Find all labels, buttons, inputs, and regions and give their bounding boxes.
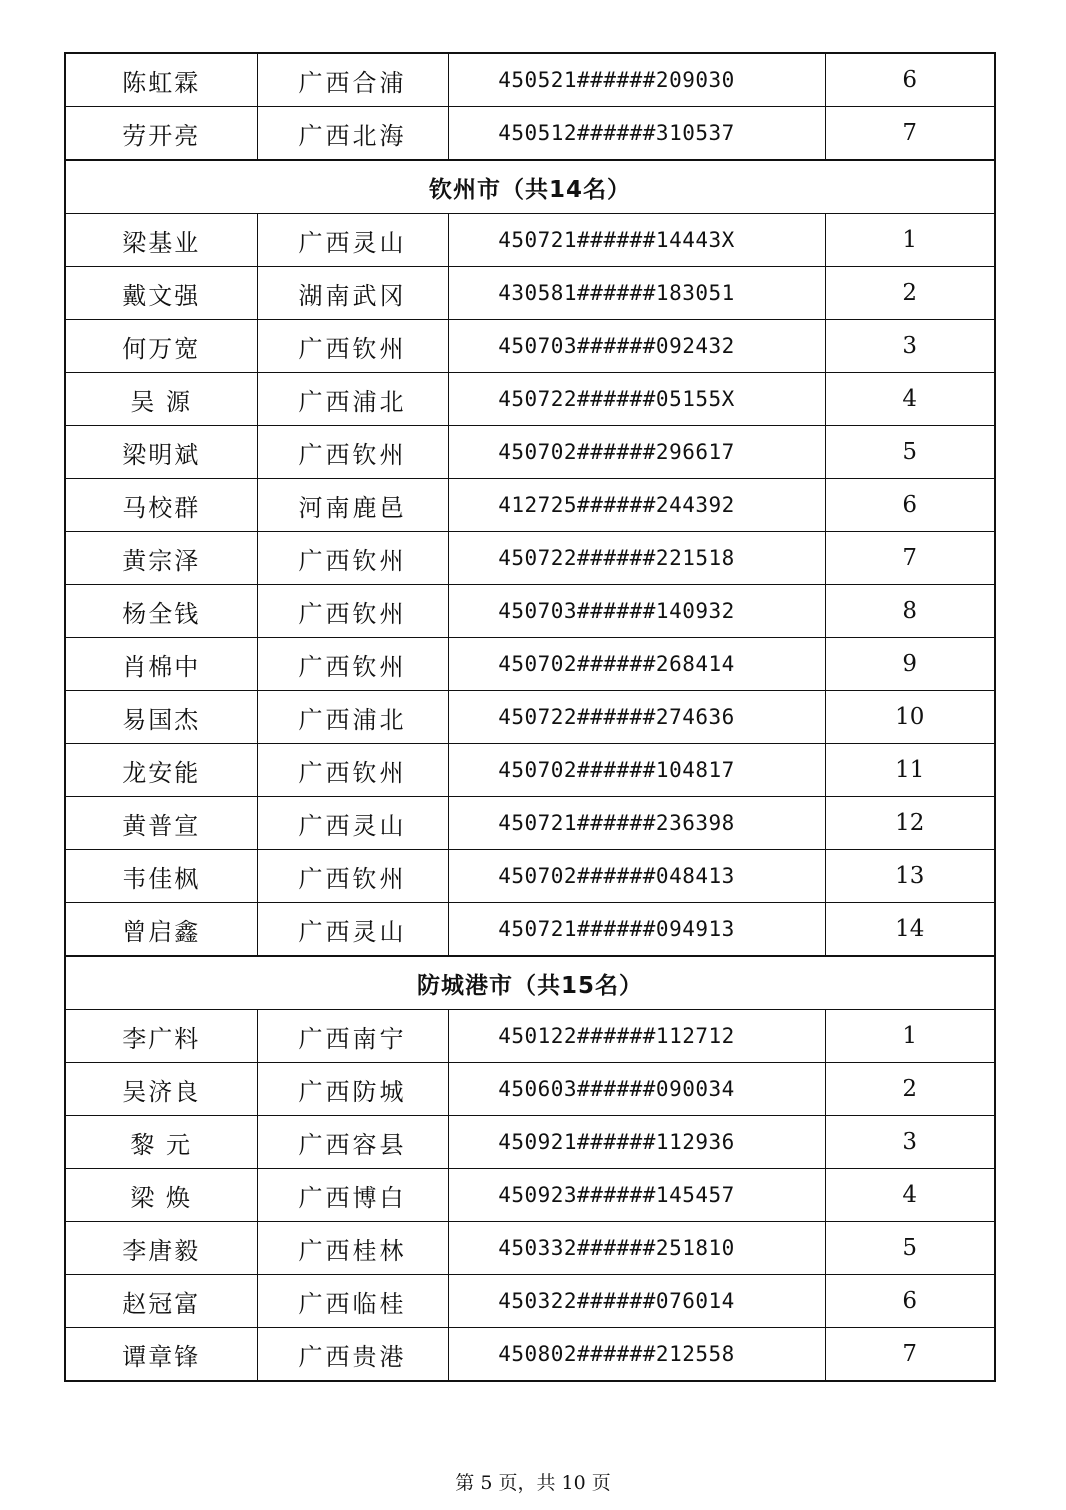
origin-cell: 广西钦州 <box>257 850 448 903</box>
id-number-cell: 450703######140932 <box>448 585 825 638</box>
name-cell: 吴 源 <box>65 373 257 426</box>
section-title: 钦州市（共14名） <box>65 160 995 214</box>
origin-cell: 广西博白 <box>257 1169 448 1222</box>
origin-cell: 广西钦州 <box>257 320 448 373</box>
rank-cell: 13 <box>825 850 995 903</box>
rank-cell: 6 <box>825 1275 995 1328</box>
table-row <box>65 1275 995 1328</box>
table-row <box>65 1010 995 1063</box>
rank-cell: 4 <box>825 1169 995 1222</box>
section-header-row <box>65 956 995 1010</box>
page-footer: 第 5 页，共 10 页 <box>455 1472 611 1494</box>
table-row <box>65 797 995 850</box>
origin-cell: 广西临桂 <box>257 1275 448 1328</box>
id-number-cell: 450702######104817 <box>448 744 825 797</box>
name-cell: 黄宗泽 <box>65 532 257 585</box>
origin-cell: 广西钦州 <box>257 638 448 691</box>
origin-cell: 广西贵港 <box>257 1328 448 1382</box>
id-number-cell: 450702######296617 <box>448 426 825 479</box>
table-row <box>65 479 995 532</box>
table-row <box>65 638 995 691</box>
id-number-cell: 450702######268414 <box>448 638 825 691</box>
rank-cell: 5 <box>825 1222 995 1275</box>
name-cell: 龙安能 <box>65 744 257 797</box>
section-header-row <box>65 160 995 214</box>
roster-table <box>64 52 996 1382</box>
rank-cell: 8 <box>825 585 995 638</box>
name-cell: 劳开亮 <box>65 107 257 161</box>
id-number-cell: 450703######092432 <box>448 320 825 373</box>
table-row <box>65 585 995 638</box>
origin-cell: 广西灵山 <box>257 214 448 267</box>
rank-cell: 1 <box>825 1010 995 1063</box>
name-cell: 梁基业 <box>65 214 257 267</box>
name-cell: 曾启鑫 <box>65 903 257 957</box>
table-row <box>65 107 995 161</box>
rank-cell: 11 <box>825 744 995 797</box>
name-cell: 吴济良 <box>65 1063 257 1116</box>
rank-cell: 4 <box>825 373 995 426</box>
id-number-cell: 450802######212558 <box>448 1328 825 1382</box>
origin-cell: 河南鹿邑 <box>257 479 448 532</box>
origin-cell: 广西钦州 <box>257 585 448 638</box>
origin-cell: 广西钦州 <box>257 532 448 585</box>
origin-cell: 广西浦北 <box>257 691 448 744</box>
name-cell: 易国杰 <box>65 691 257 744</box>
rank-cell: 5 <box>825 426 995 479</box>
name-cell: 谭章锋 <box>65 1328 257 1382</box>
origin-cell: 湖南武冈 <box>257 267 448 320</box>
rank-cell: 7 <box>825 107 995 161</box>
table-row <box>65 903 995 957</box>
id-number-cell: 450721######236398 <box>448 797 825 850</box>
rank-cell: 6 <box>825 53 995 107</box>
table-row <box>65 53 995 107</box>
rank-cell: 10 <box>825 691 995 744</box>
id-number-cell: 450322######076014 <box>448 1275 825 1328</box>
id-number-cell: 450722######05155X <box>448 373 825 426</box>
id-number-cell: 450603######090034 <box>448 1063 825 1116</box>
id-number-cell: 450512######310537 <box>448 107 825 161</box>
table-row <box>65 1063 995 1116</box>
name-cell: 黎 元 <box>65 1116 257 1169</box>
origin-cell: 广西防城 <box>257 1063 448 1116</box>
name-cell: 马校群 <box>65 479 257 532</box>
origin-cell: 广西灵山 <box>257 903 448 957</box>
rank-cell: 12 <box>825 797 995 850</box>
name-cell: 戴文强 <box>65 267 257 320</box>
id-number-cell: 450332######251810 <box>448 1222 825 1275</box>
origin-cell: 广西容县 <box>257 1116 448 1169</box>
name-cell: 梁明斌 <box>65 426 257 479</box>
id-number-cell: 412725######244392 <box>448 479 825 532</box>
id-number-cell: 450923######145457 <box>448 1169 825 1222</box>
rank-cell: 7 <box>825 532 995 585</box>
origin-cell: 广西桂林 <box>257 1222 448 1275</box>
rank-cell: 2 <box>825 267 995 320</box>
name-cell: 梁 焕 <box>65 1169 257 1222</box>
table-row <box>65 373 995 426</box>
name-cell: 肖棉中 <box>65 638 257 691</box>
table-row <box>65 214 995 267</box>
table-row <box>65 1328 995 1382</box>
origin-cell: 广西南宁 <box>257 1010 448 1063</box>
rank-cell: 7 <box>825 1328 995 1382</box>
table-row <box>65 426 995 479</box>
name-cell: 陈虹霖 <box>65 53 257 107</box>
id-number-cell: 450722######221518 <box>448 532 825 585</box>
rank-cell: 9 <box>825 638 995 691</box>
origin-cell: 广西钦州 <box>257 426 448 479</box>
name-cell: 韦佳枫 <box>65 850 257 903</box>
table-row <box>65 1169 995 1222</box>
table-row <box>65 267 995 320</box>
name-cell: 赵冠富 <box>65 1275 257 1328</box>
id-number-cell: 450521######209030 <box>448 53 825 107</box>
id-number-cell: 430581######183051 <box>448 267 825 320</box>
table-row <box>65 1222 995 1275</box>
table-row <box>65 744 995 797</box>
name-cell: 何万宽 <box>65 320 257 373</box>
origin-cell: 广西合浦 <box>257 53 448 107</box>
table-row <box>65 1116 995 1169</box>
name-cell: 黄普宣 <box>65 797 257 850</box>
rank-cell: 1 <box>825 214 995 267</box>
name-cell: 李唐毅 <box>65 1222 257 1275</box>
rank-cell: 3 <box>825 320 995 373</box>
id-number-cell: 450722######274636 <box>448 691 825 744</box>
rank-cell: 3 <box>825 1116 995 1169</box>
id-number-cell: 450921######112936 <box>448 1116 825 1169</box>
id-number-cell: 450122######112712 <box>448 1010 825 1063</box>
table-row <box>65 532 995 585</box>
table-row <box>65 320 995 373</box>
origin-cell: 广西灵山 <box>257 797 448 850</box>
origin-cell: 广西北海 <box>257 107 448 161</box>
rank-cell: 2 <box>825 1063 995 1116</box>
table-row <box>65 850 995 903</box>
id-number-cell: 450721######14443X <box>448 214 825 267</box>
name-cell: 李广料 <box>65 1010 257 1063</box>
rank-cell: 6 <box>825 479 995 532</box>
table-row <box>65 691 995 744</box>
rank-cell: 14 <box>825 903 995 957</box>
id-number-cell: 450702######048413 <box>448 850 825 903</box>
section-title: 防城港市（共15名） <box>65 956 995 1010</box>
id-number-cell: 450721######094913 <box>448 903 825 957</box>
origin-cell: 广西钦州 <box>257 744 448 797</box>
origin-cell: 广西浦北 <box>257 373 448 426</box>
name-cell: 杨全钱 <box>65 585 257 638</box>
roster-body <box>65 53 995 1381</box>
